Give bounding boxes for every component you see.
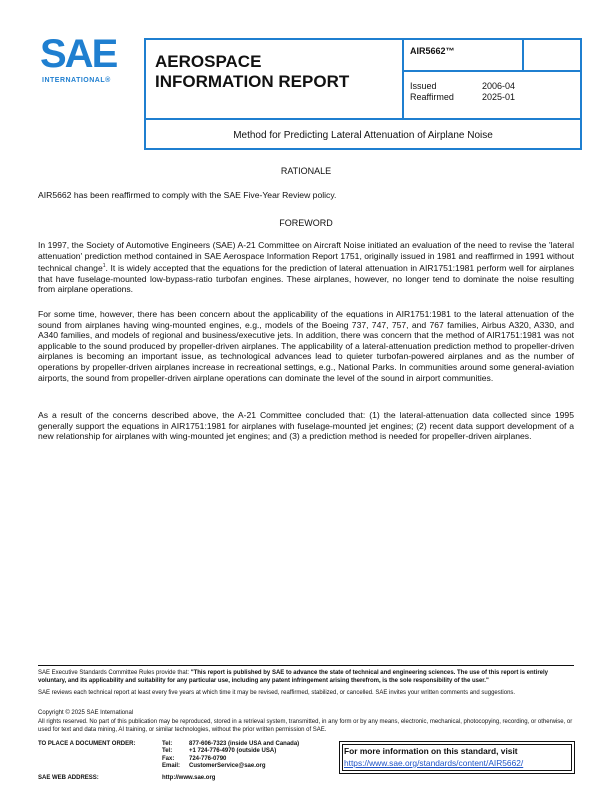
logo-letters: SAE [40, 32, 117, 76]
report-type [155, 52, 349, 92]
rationale-text: AIR5662 has been reaffirmed to comply with the SAE Five-Year Review policy. [38, 190, 337, 200]
foreword-heading: FOREWORD [279, 218, 333, 228]
order-label: TO PLACE A DOCUMENT ORDER: [38, 741, 136, 747]
header-meta [404, 40, 580, 118]
order-row-email [38, 763, 338, 770]
footer-rule [38, 665, 574, 666]
footnote-marker: 1 [102, 263, 106, 270]
order-row-tel [38, 741, 338, 748]
sae-logo [34, 34, 130, 94]
logo-subtitle: INTERNATIONAL® [42, 77, 111, 84]
tel-value[interactable]: 877-606-7323 (inside USA and Canada) [189, 741, 300, 747]
review-notice: SAE reviews each technical report at least every five years at which time it may be revised, reaffirmed, stabilized, or cancelled. SAE invites your written comments and suggestions. [38, 690, 516, 696]
rules-lead: SAE Executive Standards Committee Rules provide that: [38, 670, 191, 676]
rationale-heading: RATIONALE [280, 166, 332, 176]
issued-row [410, 81, 515, 92]
document-number: AIR5662™ [410, 46, 455, 56]
more-info-text: For more information on this standard, visit [344, 746, 518, 756]
fax-value: 724-776-0790 [189, 755, 227, 762]
more-info-link[interactable]: https://www.sae.org/standards/content/AIR5662/ [344, 758, 524, 768]
report-type-line1: AEROSPACE [155, 52, 262, 71]
tel-label: Tel: [162, 741, 173, 747]
foreword-p1-text-cont: . It is widely accepted that the equations for the prediction of lateral attenuation in AIR1751:1981 perform well for airplanes that have fuselage-mounted low-bypass-ratio turbofan engines. These airplanes, however, no longer tend to dominate the noise resulting from airplane operations. [38, 263, 574, 295]
foreword-p1-text: In 1997, the Society of Automotive Engineers (SAE) A-21 Committee on Aircraft Noise initiated an evaluation of the need to revise the 'lateral attenuation' prediction method contained in SAE Aerospace Information Report 1751, originally issued in 1981 and reaffirmed in 1991 without technical change [38, 240, 574, 274]
order-contacts [38, 741, 338, 771]
rights-notice: All rights reserved. No part of this publication may be reproduced, stored in a retrieval system, transmitted, in any form or by any means, electronic, mechanical, photocopying, recording, or otherwise, or used for text and data mining, AI training, or similar technologies, without the prior written permission of SAE. [38, 719, 573, 733]
tel2-value[interactable]: +1 724-776-4970 (outside USA) [189, 748, 277, 755]
report-type-line2: INFORMATION REPORT [155, 72, 350, 91]
rules-quote: "This report is published by SAE to advance the state of technical and engineering sciences. The use of this report is entirely voluntary, and its applicability and suitability for any particular use, including any patent infringement arising therefrom, is the sole responsibility of the user." [38, 670, 549, 684]
web-address-row [38, 775, 215, 781]
issued-date: 2006-04 [482, 81, 516, 91]
order-row-tel2 [38, 748, 338, 755]
document-title: Method for Predicting Lateral Attenuation of Airplane Noise [233, 130, 493, 141]
header-divider-horizontal [146, 118, 580, 120]
issued-label: Issued [410, 81, 437, 91]
foreword-paragraph-2: For some time, however, there has been concern about the applicability of the equations in AIR1751:1981 to the lateral attenuation of the sound from airplanes having wing-mounted engines, e.g., models of the Boeing 737, 747, 757, and 767 families, Airbus A320, A330, and A340 families, and models of regional and business/executive jets. In addition, there was concern that the method of AIR1751:1981 was not applicable to the sound produced by propeller-driven airplanes. The applicability of a lateral-attenuation prediction method to propeller-driven airplanes is becoming an important issue, as technological advances lead to quieter turbofan-powered airplanes and as the number of operations by propeller-driven airplanes increase in recreational settings, e.g., National Parks. In communities around some general-aviation airports, the sound from propeller-driven airplane operations can dominate the level of the sound in airport communities. [38, 309, 574, 383]
docnum-rule [404, 70, 580, 72]
committee-rules [38, 670, 574, 685]
header-box [144, 38, 582, 150]
dates-block [410, 81, 515, 103]
reaffirmed-row [410, 92, 515, 103]
docnum-divider [522, 40, 524, 70]
order-row-fax [38, 756, 338, 763]
more-info-box [339, 741, 575, 774]
copyright-notice: Copyright © 2025 SAE International [38, 710, 134, 716]
web-value[interactable]: http://www.sae.org [162, 775, 216, 781]
reaffirmed-label: Reaffirmed [410, 92, 454, 102]
foreword-paragraph-3: As a result of the concerns described above, the A-21 Committee concluded that: (1) the lateral-attenuation data collected since 1995 generally support the equations in AIR1751:1981 for airplanes with fuselage-mounted jet engines; (2) recent data support development of a new relationship for airplanes with wing-mounted jet engines; and (3) a prediction method is needed for propeller-driven airplanes. [38, 410, 574, 442]
tel2-label: Tel: [162, 748, 173, 755]
web-label: SAE WEB ADDRESS: [38, 775, 99, 781]
email-value[interactable]: CustomerService@sae.org [189, 763, 266, 770]
foreword-paragraph-1 [38, 240, 574, 295]
email-label: Email: [162, 763, 181, 770]
reaffirmed-date: 2025-01 [482, 92, 516, 102]
fax-label: Fax: [162, 755, 175, 762]
